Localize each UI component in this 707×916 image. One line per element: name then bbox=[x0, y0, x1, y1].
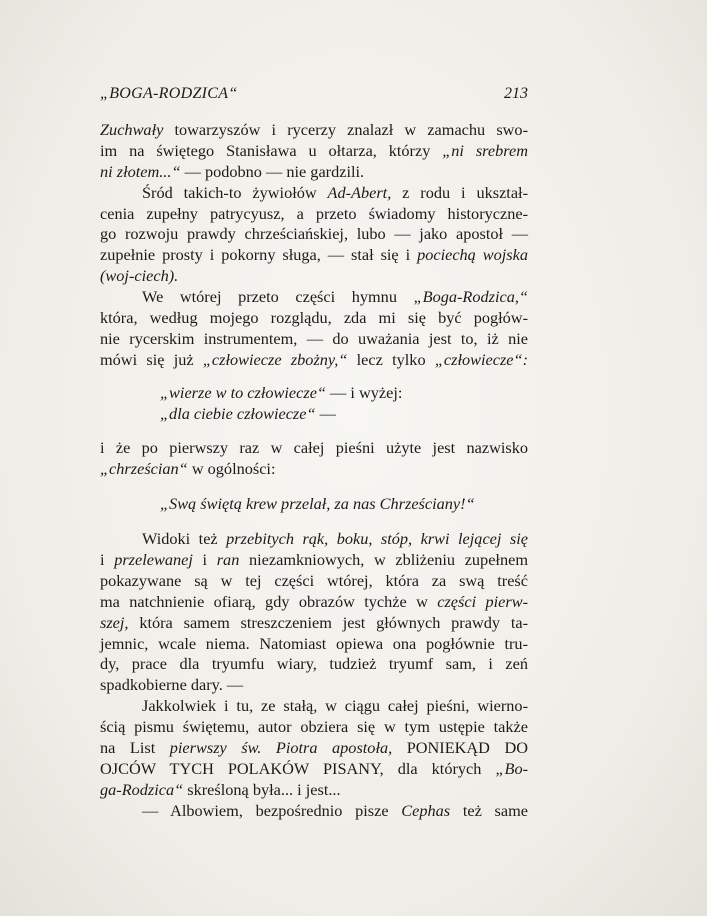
text-line bbox=[100, 613, 528, 634]
text-run: jemnic, wcale niema. Natomiast opiewa ona pogłównie tru- bbox=[100, 633, 528, 653]
italic-phrase: ran bbox=[216, 550, 240, 570]
italic-phrase: szej, bbox=[100, 612, 129, 632]
text-line bbox=[100, 550, 528, 571]
text-line bbox=[100, 759, 528, 780]
text-run: — Albowiem, bezpośrednio pisze bbox=[142, 800, 402, 820]
italic-phrase: „człowiecze zbożny,“ bbox=[202, 349, 348, 369]
text-line bbox=[100, 654, 528, 675]
text-run: OJCÓW TYCH POLAKÓW PISANY, dla których bbox=[100, 758, 496, 778]
text-run: skreśloną była... i jest... bbox=[183, 779, 341, 799]
text-line bbox=[100, 224, 528, 245]
text-run: która, według mojego rozglądu, zda mi się być pogłów- bbox=[100, 308, 528, 328]
italic-phrase: „chrześcian“ bbox=[100, 459, 188, 479]
text-line bbox=[100, 162, 528, 183]
italic-phrase: ni złotem...“ bbox=[100, 161, 181, 181]
text-line bbox=[100, 383, 528, 404]
text-run: zupełnie prosty i pokorny sługa, — stał się i bbox=[100, 245, 418, 265]
text-run: w ogólności: bbox=[187, 459, 276, 479]
italic-phrase: Cephas bbox=[401, 800, 451, 820]
italic-phrase: przebitych rąk, boku, stóp, krwi lejącej się bbox=[226, 529, 528, 549]
text-run: nie rycerskim instrumentem, — do uważania jest to, iż nie bbox=[100, 328, 528, 348]
text-line bbox=[100, 529, 528, 550]
text-run: z rodu i ukształ- bbox=[391, 182, 528, 202]
text-line bbox=[100, 438, 528, 459]
text-line bbox=[100, 696, 528, 717]
text-line bbox=[100, 459, 528, 480]
text-line bbox=[100, 329, 528, 350]
text-run: pokazywane są w tej części wtórej, która za swą treść bbox=[100, 570, 528, 590]
text-line bbox=[100, 780, 528, 801]
italic-phrase: „człowiecze“: bbox=[434, 349, 529, 369]
text-run: która samem streszczeniem jest głównych prawdy ta- bbox=[128, 612, 528, 632]
text-run: mówi się już bbox=[100, 349, 203, 369]
text-run: ma natchnienie ofiarą, gdy obrazów tychże w bbox=[100, 591, 438, 611]
spacer bbox=[100, 480, 528, 494]
text-run: go rozwoju prawdy chrześciańskiej, lubo — jako apostoł — bbox=[100, 224, 528, 244]
italic-phrase: części pierw- bbox=[437, 591, 528, 611]
spacer bbox=[100, 371, 528, 383]
text-run: — podobno — nie gardzili. bbox=[180, 161, 365, 181]
italic-phrase: pierwszy św. Piotra apostoła, bbox=[169, 738, 393, 758]
text-line bbox=[100, 287, 528, 308]
text-run: Widoki też bbox=[142, 529, 227, 549]
running-header bbox=[100, 85, 528, 107]
text-line bbox=[100, 245, 528, 266]
text-run: i że po pierwszy raz w całej pieśni użyte jest nazwisko bbox=[100, 438, 528, 458]
text-line bbox=[100, 183, 528, 204]
text-run: We wtórej przeto części hymnu bbox=[142, 287, 414, 307]
italic-phrase: „Bo- bbox=[495, 758, 528, 778]
text-run: PONIEKĄD DO bbox=[392, 738, 528, 758]
italic-phrase: ga-Rodzica“ bbox=[100, 779, 184, 799]
text-run: Śród takich-to żywiołów bbox=[142, 182, 328, 202]
italic-phrase: Ad-Abert, bbox=[327, 182, 392, 202]
italic-phrase: „dla ciebie człowiecze“ bbox=[160, 403, 316, 423]
text-line bbox=[100, 350, 528, 371]
text-run: i bbox=[192, 550, 217, 570]
text-line bbox=[100, 738, 528, 759]
text-run: Jakkolwiek i tu, ze stałą, w ciągu całej pieśni, wierno- bbox=[142, 696, 528, 716]
italic-phrase: Zuchwały bbox=[100, 120, 164, 139]
text-line bbox=[100, 801, 528, 822]
text-line bbox=[100, 675, 528, 696]
text-run: na List bbox=[100, 738, 170, 758]
text-run: — bbox=[315, 403, 336, 423]
spacer bbox=[100, 424, 528, 438]
text-run: towarzyszów i rycerzy znalazł w zamachu swo- bbox=[163, 120, 528, 139]
text-line bbox=[100, 404, 528, 425]
spacer bbox=[100, 515, 528, 529]
text-run: — i wyżej: bbox=[325, 382, 403, 402]
italic-phrase: „Boga-Rodzica,“ bbox=[413, 287, 528, 307]
text-line bbox=[100, 494, 528, 515]
text-line bbox=[100, 571, 528, 592]
text-run: też same bbox=[450, 800, 528, 820]
italic-phrase: pociechą wojska bbox=[417, 245, 528, 265]
italic-phrase: „ni srebrem bbox=[442, 140, 528, 160]
text-line bbox=[100, 204, 528, 225]
text-run: i bbox=[100, 550, 115, 570]
text-run: ścią pismu świętemu, autor obziera się w tym ustępie także bbox=[100, 717, 528, 737]
italic-phrase: „wierze w to człowiecze“ bbox=[160, 382, 326, 402]
text-line bbox=[100, 266, 528, 287]
page-number: 213 bbox=[504, 85, 528, 102]
text-line bbox=[100, 634, 528, 655]
body-text bbox=[100, 120, 528, 822]
italic-phrase: (woj-ciech). bbox=[100, 266, 179, 286]
text-line bbox=[100, 592, 528, 613]
text-run: lecz tylko bbox=[347, 349, 435, 369]
text-line bbox=[100, 141, 528, 162]
text-run: niezamkniowych, w zbliżeniu zupełnem bbox=[239, 550, 528, 570]
text-run: spadkobierne dary. — bbox=[100, 675, 244, 695]
italic-phrase: „Swą świętą krew przelał, za nas Chrześciany!“ bbox=[160, 494, 475, 514]
text-line bbox=[100, 308, 528, 329]
text-line bbox=[100, 717, 528, 738]
italic-phrase: przelewanej bbox=[114, 550, 193, 570]
text-run: cenia zupełny patrycyusz, a przeto świadomy historyczne- bbox=[100, 203, 528, 223]
text-run: dy, prace dla tryumfu wiary, tudzież tryumf sam, i zeń bbox=[100, 654, 528, 674]
running-title: „BOGA-RODZICA“ bbox=[100, 85, 238, 102]
text-line bbox=[100, 120, 528, 141]
text-run: im na świętego Stanisława u ołtarza, którzy bbox=[100, 140, 443, 160]
